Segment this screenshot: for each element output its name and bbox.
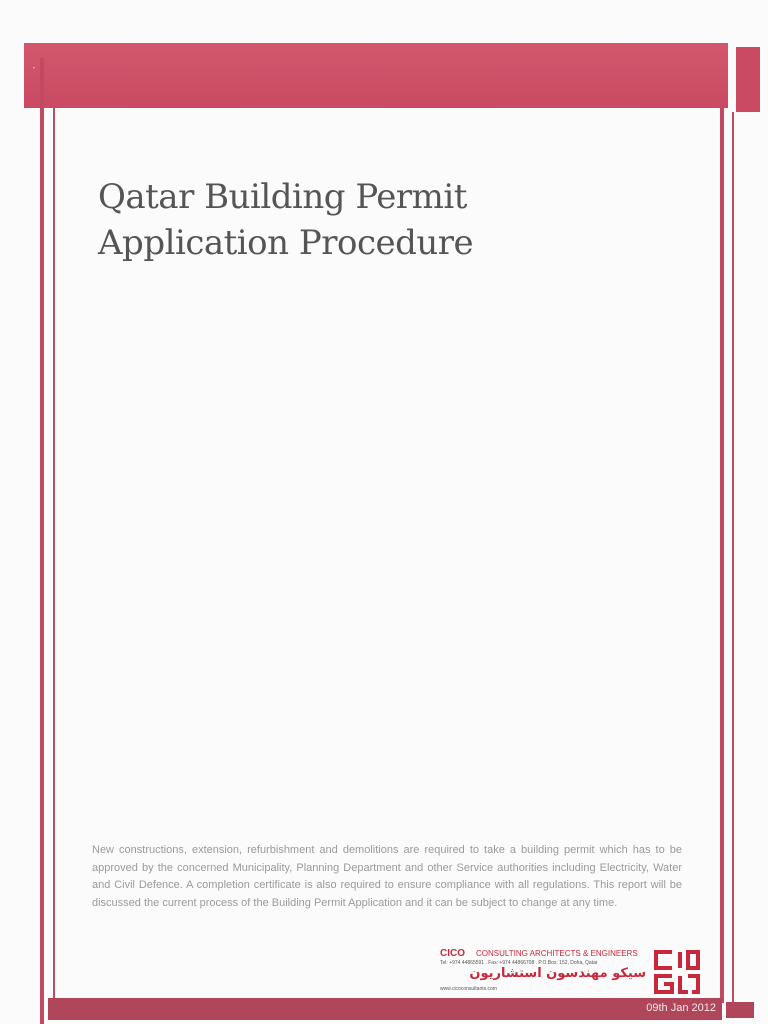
intro-paragraph: New constructions, extension, refurbishment and demolitions are required to take a building permit which has to be approved by the concerned Municipality, Planning Department and other Service authorities including Electricity, Water and Civil Defence. A completion certificate is also required to ensure compliance with all regulations. This report will be discussed the current process of the Building Permit Application and it can be subject to change at any time.	[92, 844, 682, 909]
company-name: CICO	[440, 948, 465, 959]
cico-logo-icon	[652, 948, 700, 996]
left-border	[40, 58, 44, 1024]
page-title	[98, 174, 658, 266]
scan-artifact: ˊ	[32, 66, 36, 78]
title-line-2: Application Procedure	[98, 223, 474, 263]
company-tagline: CONSULTING ARCHITECTS & ENGINEERS	[476, 949, 638, 958]
company-logo-block	[440, 948, 714, 996]
header-band-tab	[736, 47, 760, 112]
document-date: 09th Jan 2012	[646, 1002, 716, 1014]
footer-band	[48, 998, 722, 1020]
right-rule	[732, 112, 734, 1002]
right-border	[720, 108, 724, 1003]
left-rule	[53, 108, 55, 1008]
header-band	[24, 43, 728, 108]
company-contact: Tel: +974 44865591 . Fax: +974 44866708 . P.O.Box: 152, Doha, Qatar	[440, 960, 598, 966]
footer-band-tab	[726, 1002, 754, 1018]
company-website: www.cicoconsultants.com	[440, 986, 497, 992]
company-arabic-name: سيكو مهندسون استشاريون	[469, 966, 646, 981]
title-line-1: Qatar Building Permit	[98, 177, 467, 217]
